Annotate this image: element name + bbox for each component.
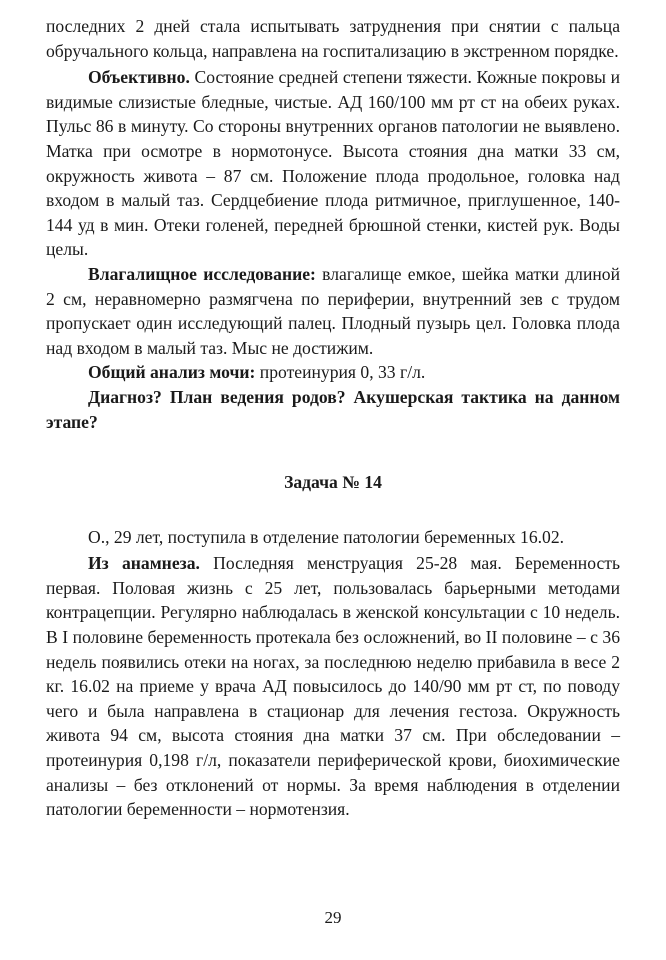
anamnesis-label: Из анамнеза. bbox=[88, 553, 200, 574]
vaginal-exam-label: Влагалищное исследование: bbox=[88, 263, 316, 284]
patient-paragraph bbox=[46, 525, 620, 550]
page-number: 29 bbox=[324, 908, 342, 927]
objective-label: Объективно. bbox=[88, 67, 190, 88]
vaginal-exam-text: влагалище емкое, шейка матки длиной 2 см, неравномерно размягчена по периферии, внутренний зев с трудом пропускает один исследующий палец. Плодный пузырь цел. Головка плода над входом в малый таз. Мыс не достижим. bbox=[46, 263, 621, 358]
question-paragraph bbox=[46, 385, 620, 434]
objective-paragraph bbox=[46, 65, 620, 262]
urine-analysis-paragraph bbox=[46, 360, 620, 385]
vaginal-exam-paragraph bbox=[46, 262, 620, 360]
question-text: Диагноз? План ведения родов? Акушерская тактика на данном этапе? bbox=[46, 386, 620, 432]
anamnesis-paragraph bbox=[46, 551, 620, 822]
document-page bbox=[46, 14, 620, 822]
intro-text: последних 2 дней стала испытывать затруднения при снятии с пальца обручального кольца, направлена на госпитализацию в экстренном порядке. bbox=[46, 16, 620, 61]
anamnesis-text: Последняя менструация 25-28 мая. Беременность первая. Половая жизнь с 25 лет, пользовалась барьерными методами контрацепции. Регулярно наблюдалась в женской консультации с 10 недель. В I половине беременность протекала без осложнений, во II половине – с 36 недель появились отеки на ногах, за последнюю неделю прибавила в весе 2 кг. 16.02 на приеме у врача АД повысилось до 140/90 мм рт ст, по поводу чего и была направлена в стационар для лечения гестоза. Окружность живота 94 см, высота стояния дна матки 37 см. При обследовании – протеинурия 0,198 г/л, показатели периферической крови, биохимические анализы – без отклонений от нормы. За время наблюдения в отделении патологии беременности – нормотензия. bbox=[46, 553, 620, 820]
patient-text: О., 29 лет, поступила в отделение патологии беременных 16.02. bbox=[88, 526, 565, 547]
intro-paragraph bbox=[46, 14, 620, 63]
task-heading: Задача № 14 bbox=[284, 472, 382, 493]
urine-analysis-text: протеинурия 0, 33 г/л. bbox=[255, 362, 426, 383]
urine-analysis-label: Общий анализ мочи: bbox=[88, 362, 256, 383]
objective-text: Состояние средней степени тяжести. Кожные покровы и видимые слизистые бледные, чистые. АД 160/100 мм рт ст на обеих руках. Пульс 86 в минуту. Со стороны внутренних органов патологии не выявлено. Матка при осмотре в нормотонусе. Высота стояния дна матки 33 см, окружность живота – 87 см. Положение плода продольное, головка над входом в малый таз. Сердцебиение плода ритмичное, приглушенное, 140-144 уд в мин. Отеки голеней, передней брюшной стенки, кистей рук. Воды целы. bbox=[46, 67, 620, 260]
